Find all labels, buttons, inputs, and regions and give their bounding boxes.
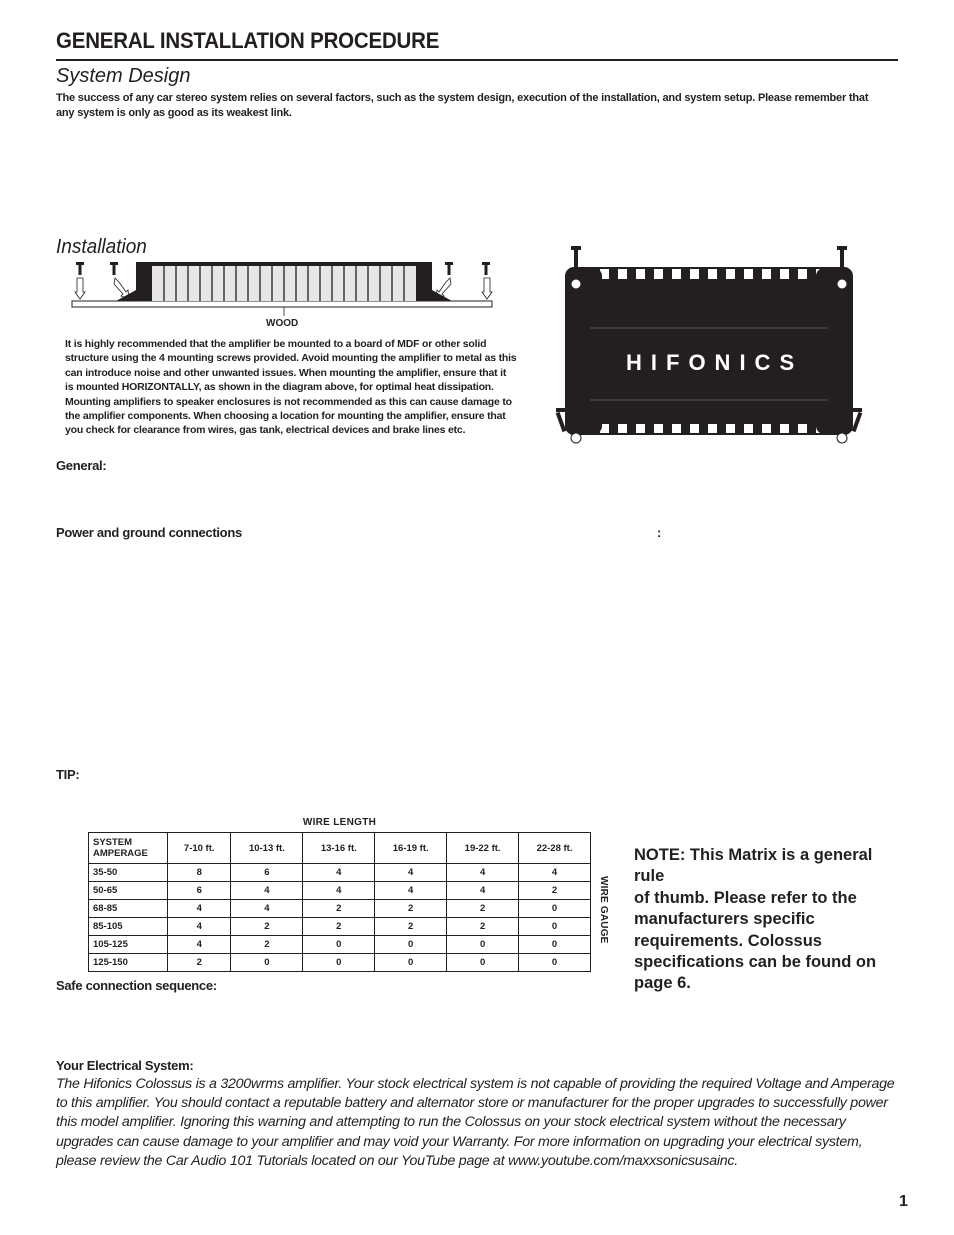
column-header: SYSTEM AMPERAGE	[89, 833, 168, 864]
system-design-text: The success of any car stereo system relies on several factors, such as the system design, execution of the installation, and system setup. Please remember that any system is only as good as its weakest link.	[56, 92, 869, 119]
table-cell: 2	[231, 918, 303, 936]
table-cell: 125-150	[89, 954, 168, 972]
installation-heading: Installation	[56, 236, 147, 258]
table-cell: 0	[375, 954, 447, 972]
tip-heading: TIP:	[56, 767, 80, 782]
table-cell: 0	[447, 954, 519, 972]
table-cell: 4	[375, 864, 447, 882]
table-cell: 4	[168, 936, 231, 954]
table-cell: 2	[231, 936, 303, 954]
table-cell: 2	[519, 882, 591, 900]
table-cell: 0	[519, 900, 591, 918]
power-colon: :	[657, 525, 662, 540]
table-cell: 2	[447, 900, 519, 918]
matrix-note: NOTE: This Matrix is a general rule of thumb. Please refer to the manufacturers specific requirements. Colossus specifications can be found on page 6.	[634, 846, 877, 993]
table-cell: 4	[303, 864, 375, 882]
table-cell: 2	[375, 900, 447, 918]
table-cell: 4	[447, 882, 519, 900]
table-cell: 35-50	[89, 864, 168, 882]
electrical-text: The Hifonics Colossus is a 3200wrms amplifier. Your stock electrical system is not capable of providing the required Voltage and Amperage to this amplifier. You should contact a reputable battery and alternator store or manufacturer for the proper upgrades to successfully power this model amplifier. Ignoring this warning and attempting to run the Colossus on your stock electrical system without the necessary upgrades can cause damage to your amplifier and may void your Warranty. For more information on upgrading your electrical system, please review the Car Audio 101 Tutorials located on our YouTube page at www.youtube.com/maxxsonicsusainc.	[56, 1076, 895, 1169]
table-row	[89, 864, 591, 882]
table-cell: 0	[447, 936, 519, 954]
title-rule	[56, 59, 898, 61]
table-cell: 85-105	[89, 918, 168, 936]
wire-gauge-table	[88, 832, 591, 972]
column-header: 19-22 ft.	[447, 833, 519, 864]
table-cell: 0	[519, 936, 591, 954]
table-cell: 0	[519, 918, 591, 936]
electrical-heading: Your Electrical System:	[56, 1058, 194, 1073]
column-header: 16-19 ft.	[375, 833, 447, 864]
table-cell: 105-125	[89, 936, 168, 954]
table-cell: 6	[231, 864, 303, 882]
table-cell: 0	[303, 954, 375, 972]
column-header: 10-13 ft.	[231, 833, 303, 864]
table-cell: 4	[303, 882, 375, 900]
column-header: 13-16 ft.	[303, 833, 375, 864]
power-heading: Power and ground connections	[56, 525, 242, 540]
table-cell: 4	[168, 918, 231, 936]
page-number: 1	[899, 1193, 908, 1210]
wire-gauge-label: WIRE GAUGE	[598, 876, 609, 944]
table-cell: 4	[231, 900, 303, 918]
table-cell: 2	[168, 954, 231, 972]
column-header: 22-28 ft.	[519, 833, 591, 864]
wire-length-label: WIRE LENGTH	[302, 817, 377, 828]
table-cell: 4	[519, 864, 591, 882]
table-row	[89, 882, 591, 900]
table-cell: 4	[231, 882, 303, 900]
table-cell: 6	[168, 882, 231, 900]
table-cell: 4	[447, 864, 519, 882]
table-cell: 0	[303, 936, 375, 954]
brand-logo: HIFONICS	[626, 350, 804, 375]
table-cell: 2	[447, 918, 519, 936]
table-cell: 2	[303, 900, 375, 918]
table-header-row	[89, 833, 591, 864]
table-row	[89, 918, 591, 936]
table-cell: 8	[168, 864, 231, 882]
table-row	[89, 954, 591, 972]
installation-text: It is highly recommended that the amplifier be mounted to a board of MDF or other solid structure using the 4 mounting screws provided. Avoid mounting the amplifier to metal as this can introduce noise and other unwanted issues. When mounting the amplifier, ensure that it is mounted HORIZONTALLY, as shown in the diagram above, for optimal heat dissipation. Mounting amplifiers to speaker enclosures is not recommended as this can cause damage to the amplifier components. When choosing a location for mounting the amplifier, ensure that you check for clearance from wires, gas tank, electrical devices and brake lines etc.	[65, 338, 517, 437]
table-cell: 0	[375, 936, 447, 954]
table-row	[89, 900, 591, 918]
table-row	[89, 936, 591, 954]
table-cell: 0	[231, 954, 303, 972]
column-header: 7-10 ft.	[168, 833, 231, 864]
page-title: GENERAL INSTALLATION PROCEDURE	[56, 28, 440, 53]
wood-label: WOOD	[266, 318, 299, 329]
safe-connection-heading: Safe connection sequence:	[56, 978, 217, 993]
table-cell: 68-85	[89, 900, 168, 918]
table-cell: 0	[519, 954, 591, 972]
table-cell: 4	[375, 882, 447, 900]
system-design-heading: System Design	[56, 65, 191, 87]
table-cell: 4	[168, 900, 231, 918]
table-cell: 2	[303, 918, 375, 936]
table-cell: 2	[375, 918, 447, 936]
general-heading: General:	[56, 458, 107, 473]
table-cell: 50-65	[89, 882, 168, 900]
